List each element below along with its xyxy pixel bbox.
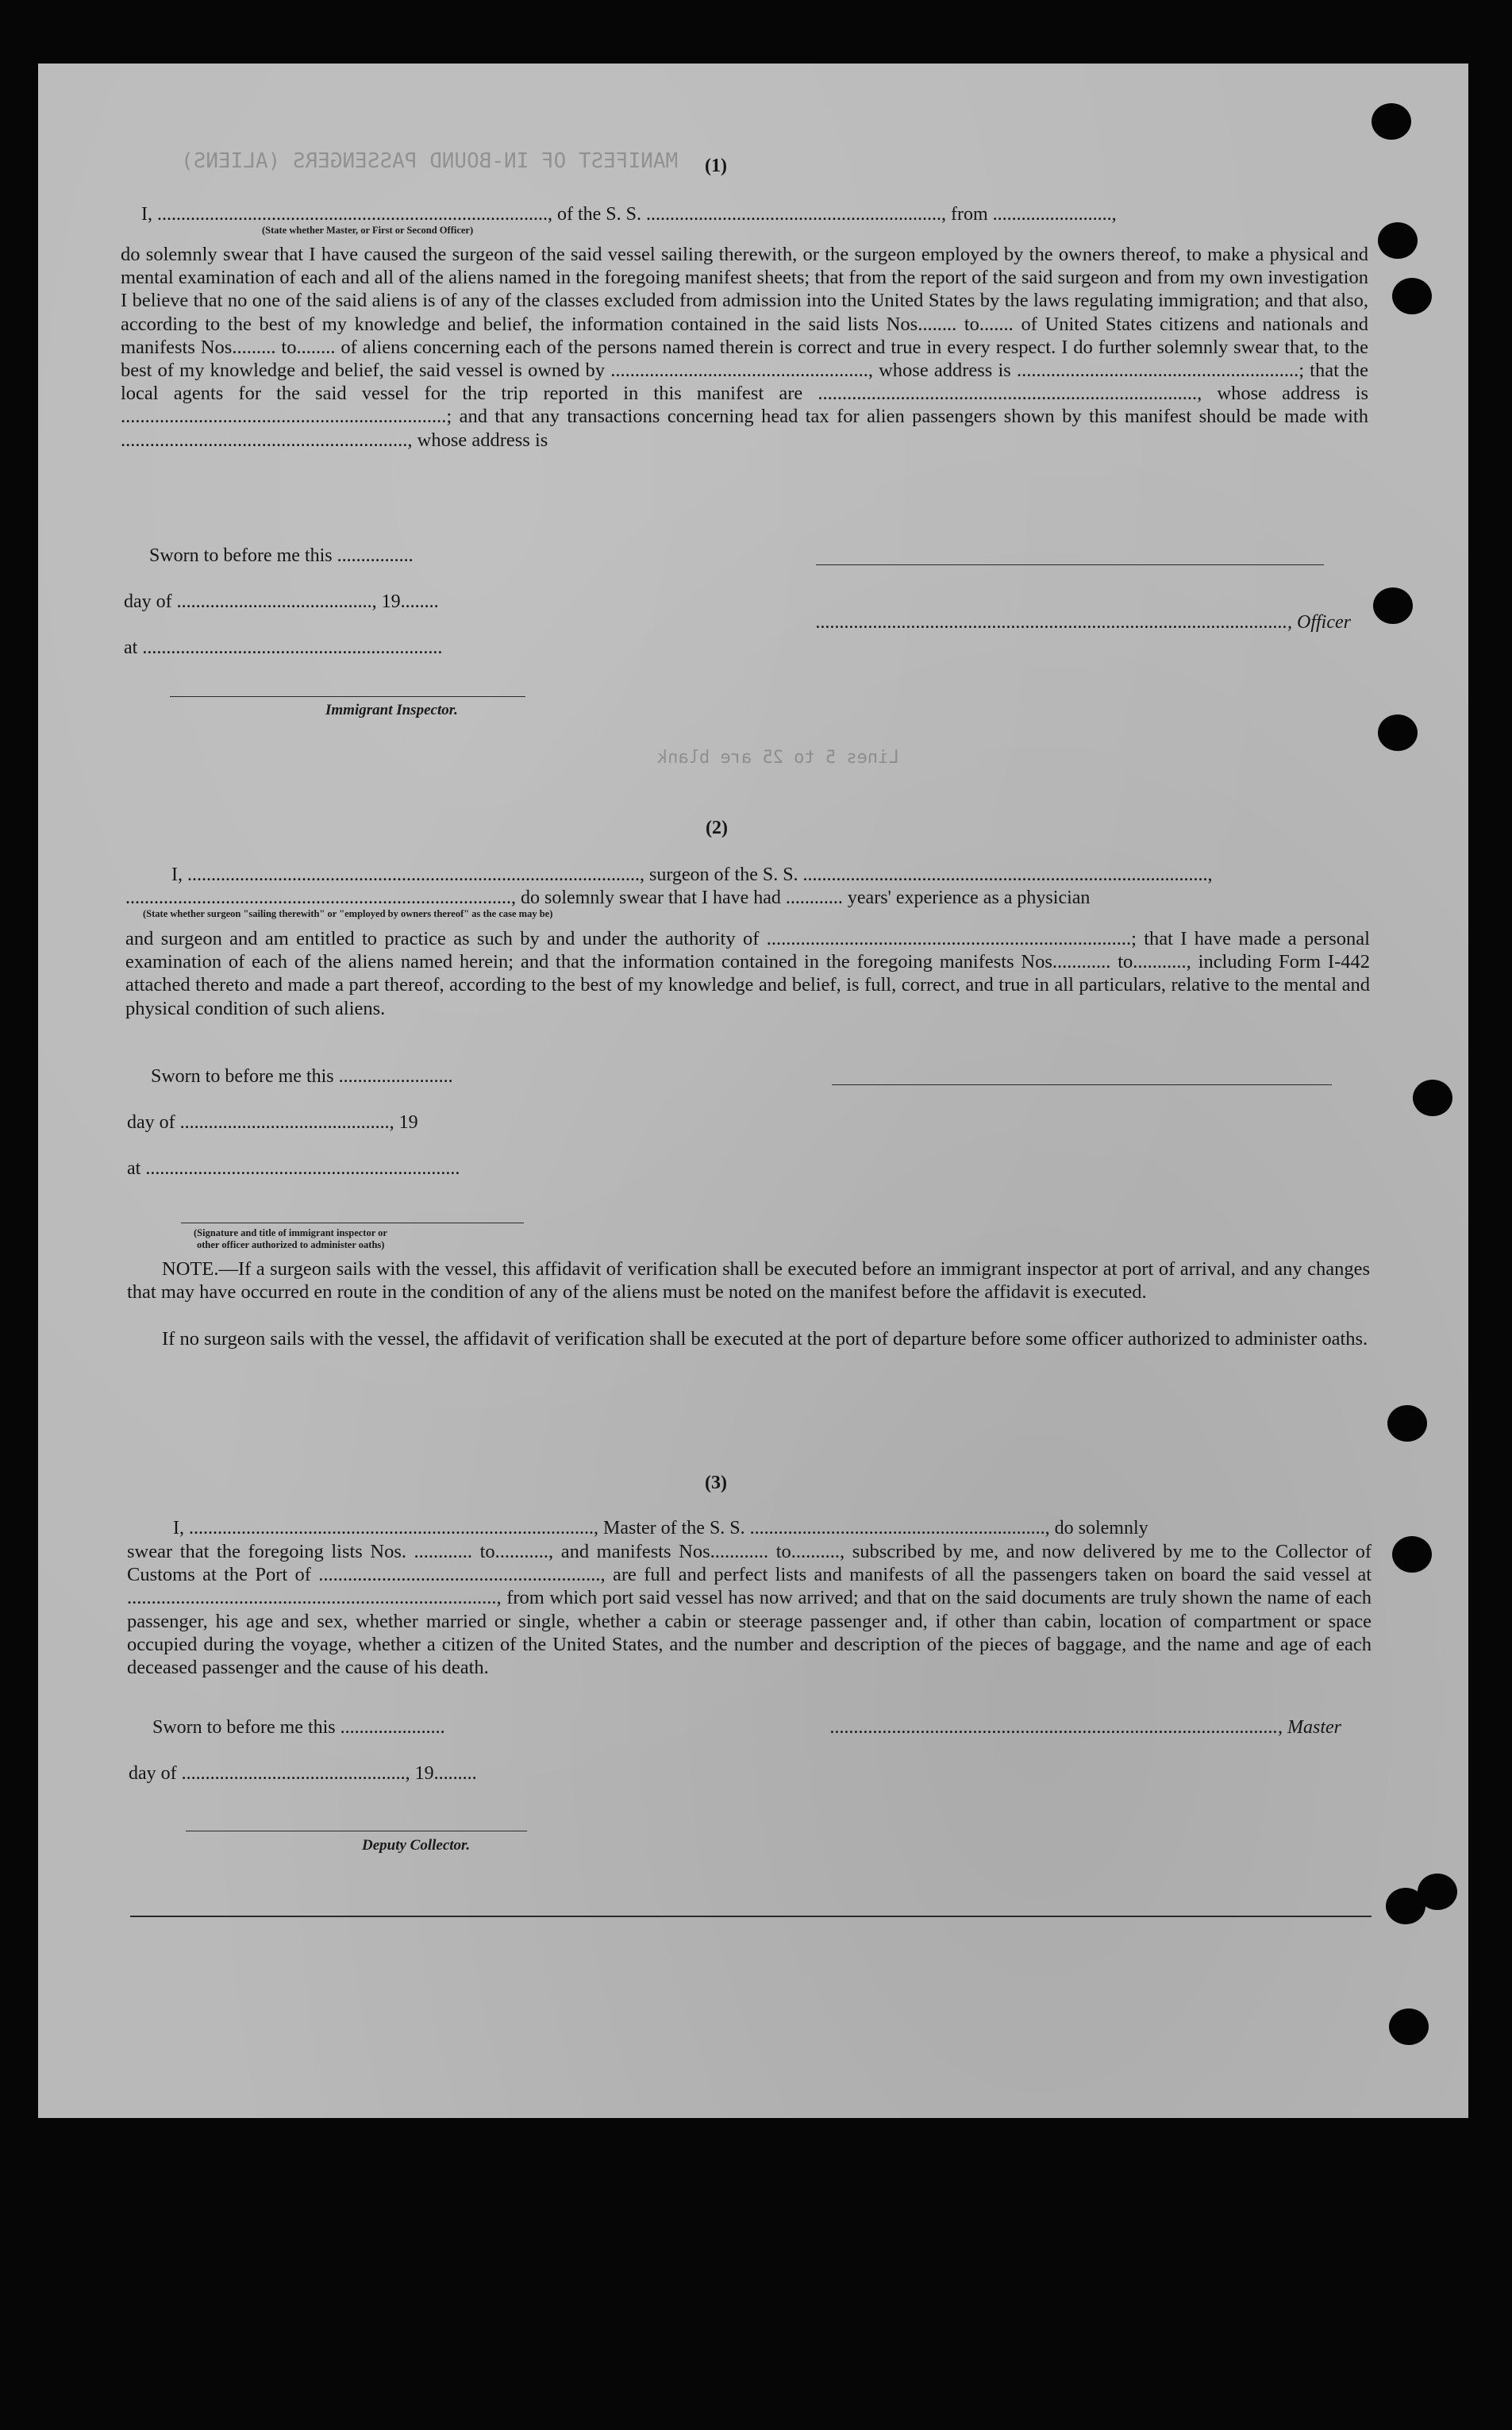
note-paragraph: If no surgeon sails with the vessel, the affidavit of verification shall be executed at the port of departure before some officer authorized to administer oaths. (162, 1328, 1368, 1350)
signature-line (170, 696, 525, 697)
line-sworn: ................................................................................., do solemnly swear that I have had ............ years' experience as a physician (125, 888, 1091, 908)
signature-caption: other officer authorized to administer oaths) (197, 1239, 385, 1250)
punch-hole (1413, 1080, 1452, 1116)
manifest-sheet (38, 64, 1468, 2118)
day-line: day of ........................................., 19........ (124, 591, 439, 612)
punch-hole (1378, 222, 1418, 259)
section-number: (2) (706, 818, 728, 838)
signature-line (816, 564, 1324, 565)
bottom-rule (130, 1916, 1372, 1917)
punch-hole (1378, 714, 1418, 751)
day-line: day of ..............................................., 19......... (129, 1763, 477, 1784)
at-line: at ............................................................... (124, 637, 443, 658)
oath-paragraph: do solemnly swear that I have caused the surgeon of the said vessel sailing therewith, or the surgeon employed by the owners thereof, to make a physical and mental examination of each and all of the aliens named in the foregoing manifest sheets; that from the report of the said surgeon and from my own investigation I believe that no one of the said aliens is of any of the classes excluded from admission into the United States by the laws regulating immigration; and that also, according to the best of my knowledge and belief, the information contained in the said lists Nos........ to....... of United States citizens and nationals and manifests Nos......... to........ of aliens concerning each of the persons named therein is correct and true in every respect. I do further solemnly swear that, to the best of my knowledge and belief, the said vessel is owned by ....................................................., whose address is ..........................................................; that the local agents for the said vessel for the trip reported in this manifest are .............................................................................., whose address is ...................................................................; and that any transactions concerning head tax for alien passengers shown by this manifest should be made with ..........................................................., whose address is (121, 244, 1368, 451)
oath-paragraph: and surgeon and am entitled to practice as such by and under the authority of ...........................................................................; that I have made a personal examination of each of the aliens named herein; and that the information contained in the foregoing manifests Nos............ to..........., including Form I-442 attached thereto and made a part thereof, according to the best of my knowledge and belief, is full, correct, and true in all particulars, relative to the mental and physical condition of such aliens. (125, 928, 1370, 1019)
master-line: .............................................................................................., Master (830, 1717, 1341, 1738)
day-line: day of ............................................, 19 (127, 1112, 418, 1133)
oath-paragraph: swear that the foregoing lists Nos. ............ to..........., and manifests Nos............ to.........., subscribed by me, and now delivered by me to the Collector of Customs at the Port of .........................................................., are full and perfect lists and manifests of all the passengers taken on board the said vessel at ............................................................................, from which port said vessel has now arrived; and that on the said documents are truly shown the name of each passenger, his age and sex, whether married or single, whether a cabin or steerage passenger and, if other than cabin, location of compartment or space occupied during the voyage, whether a citizen of the United States, and the number and description of the pieces of baggage, and the name and age of each deceased passenger and the cause of his death. (127, 1541, 1372, 1679)
line-surgeon: I, ..............................................................................................., surgeon of the S. S. ....................................................................................., (171, 865, 1213, 885)
bleed-through-header: MANIFEST OF IN-BOUND PASSENGERS (ALIENS) (181, 149, 679, 173)
section-number: (1) (705, 156, 727, 176)
field-note: (State whether Master, or First or Second Officer) (262, 225, 474, 236)
sworn-line: Sworn to before me this ...................... (152, 1717, 445, 1738)
at-line: at .................................................................. (127, 1158, 460, 1179)
note-paragraph: NOTE.—If a surgeon sails with the vessel, this affidavit of verification shall be executed before an immigrant inspector at port of arrival, and any changes that may have occurred en route in the condition of any of the aliens must be noted on the manifest before the affidavit is executed. (127, 1258, 1370, 1304)
sworn-line: Sworn to before me this ........................ (151, 1066, 453, 1087)
signature-caption: (Signature and title of immigrant inspector or (194, 1227, 387, 1238)
officer-line: ..................................................................................................., Officer (816, 612, 1351, 633)
punch-hole (1389, 2008, 1429, 2045)
bleed-through-note: Lines 5 to 25 are blank (657, 748, 899, 768)
punch-hole (1372, 103, 1411, 140)
punch-hole (1387, 1405, 1427, 1442)
inspector-caption: Immigrant Inspector. (325, 702, 458, 718)
section-number: (3) (705, 1473, 727, 1493)
line-master: I, ....................................................................................., Master of the S. S. .............................................................., do solemnly (173, 1518, 1148, 1538)
field-note: (State whether surgeon "sailing therewith" or "employed by owners thereof" as the case may be) (143, 908, 553, 919)
punch-hole (1418, 1874, 1457, 1910)
line-master: I, .................................................................................., of the S. S. .............................................................., from ........................., (141, 204, 1117, 225)
punch-hole (1373, 587, 1413, 624)
signature-line (832, 1084, 1332, 1085)
punch-hole (1392, 1536, 1432, 1573)
deputy-caption: Deputy Collector. (362, 1837, 471, 1854)
punch-hole (1392, 278, 1432, 314)
sworn-line: Sworn to before me this ................ (149, 545, 414, 566)
